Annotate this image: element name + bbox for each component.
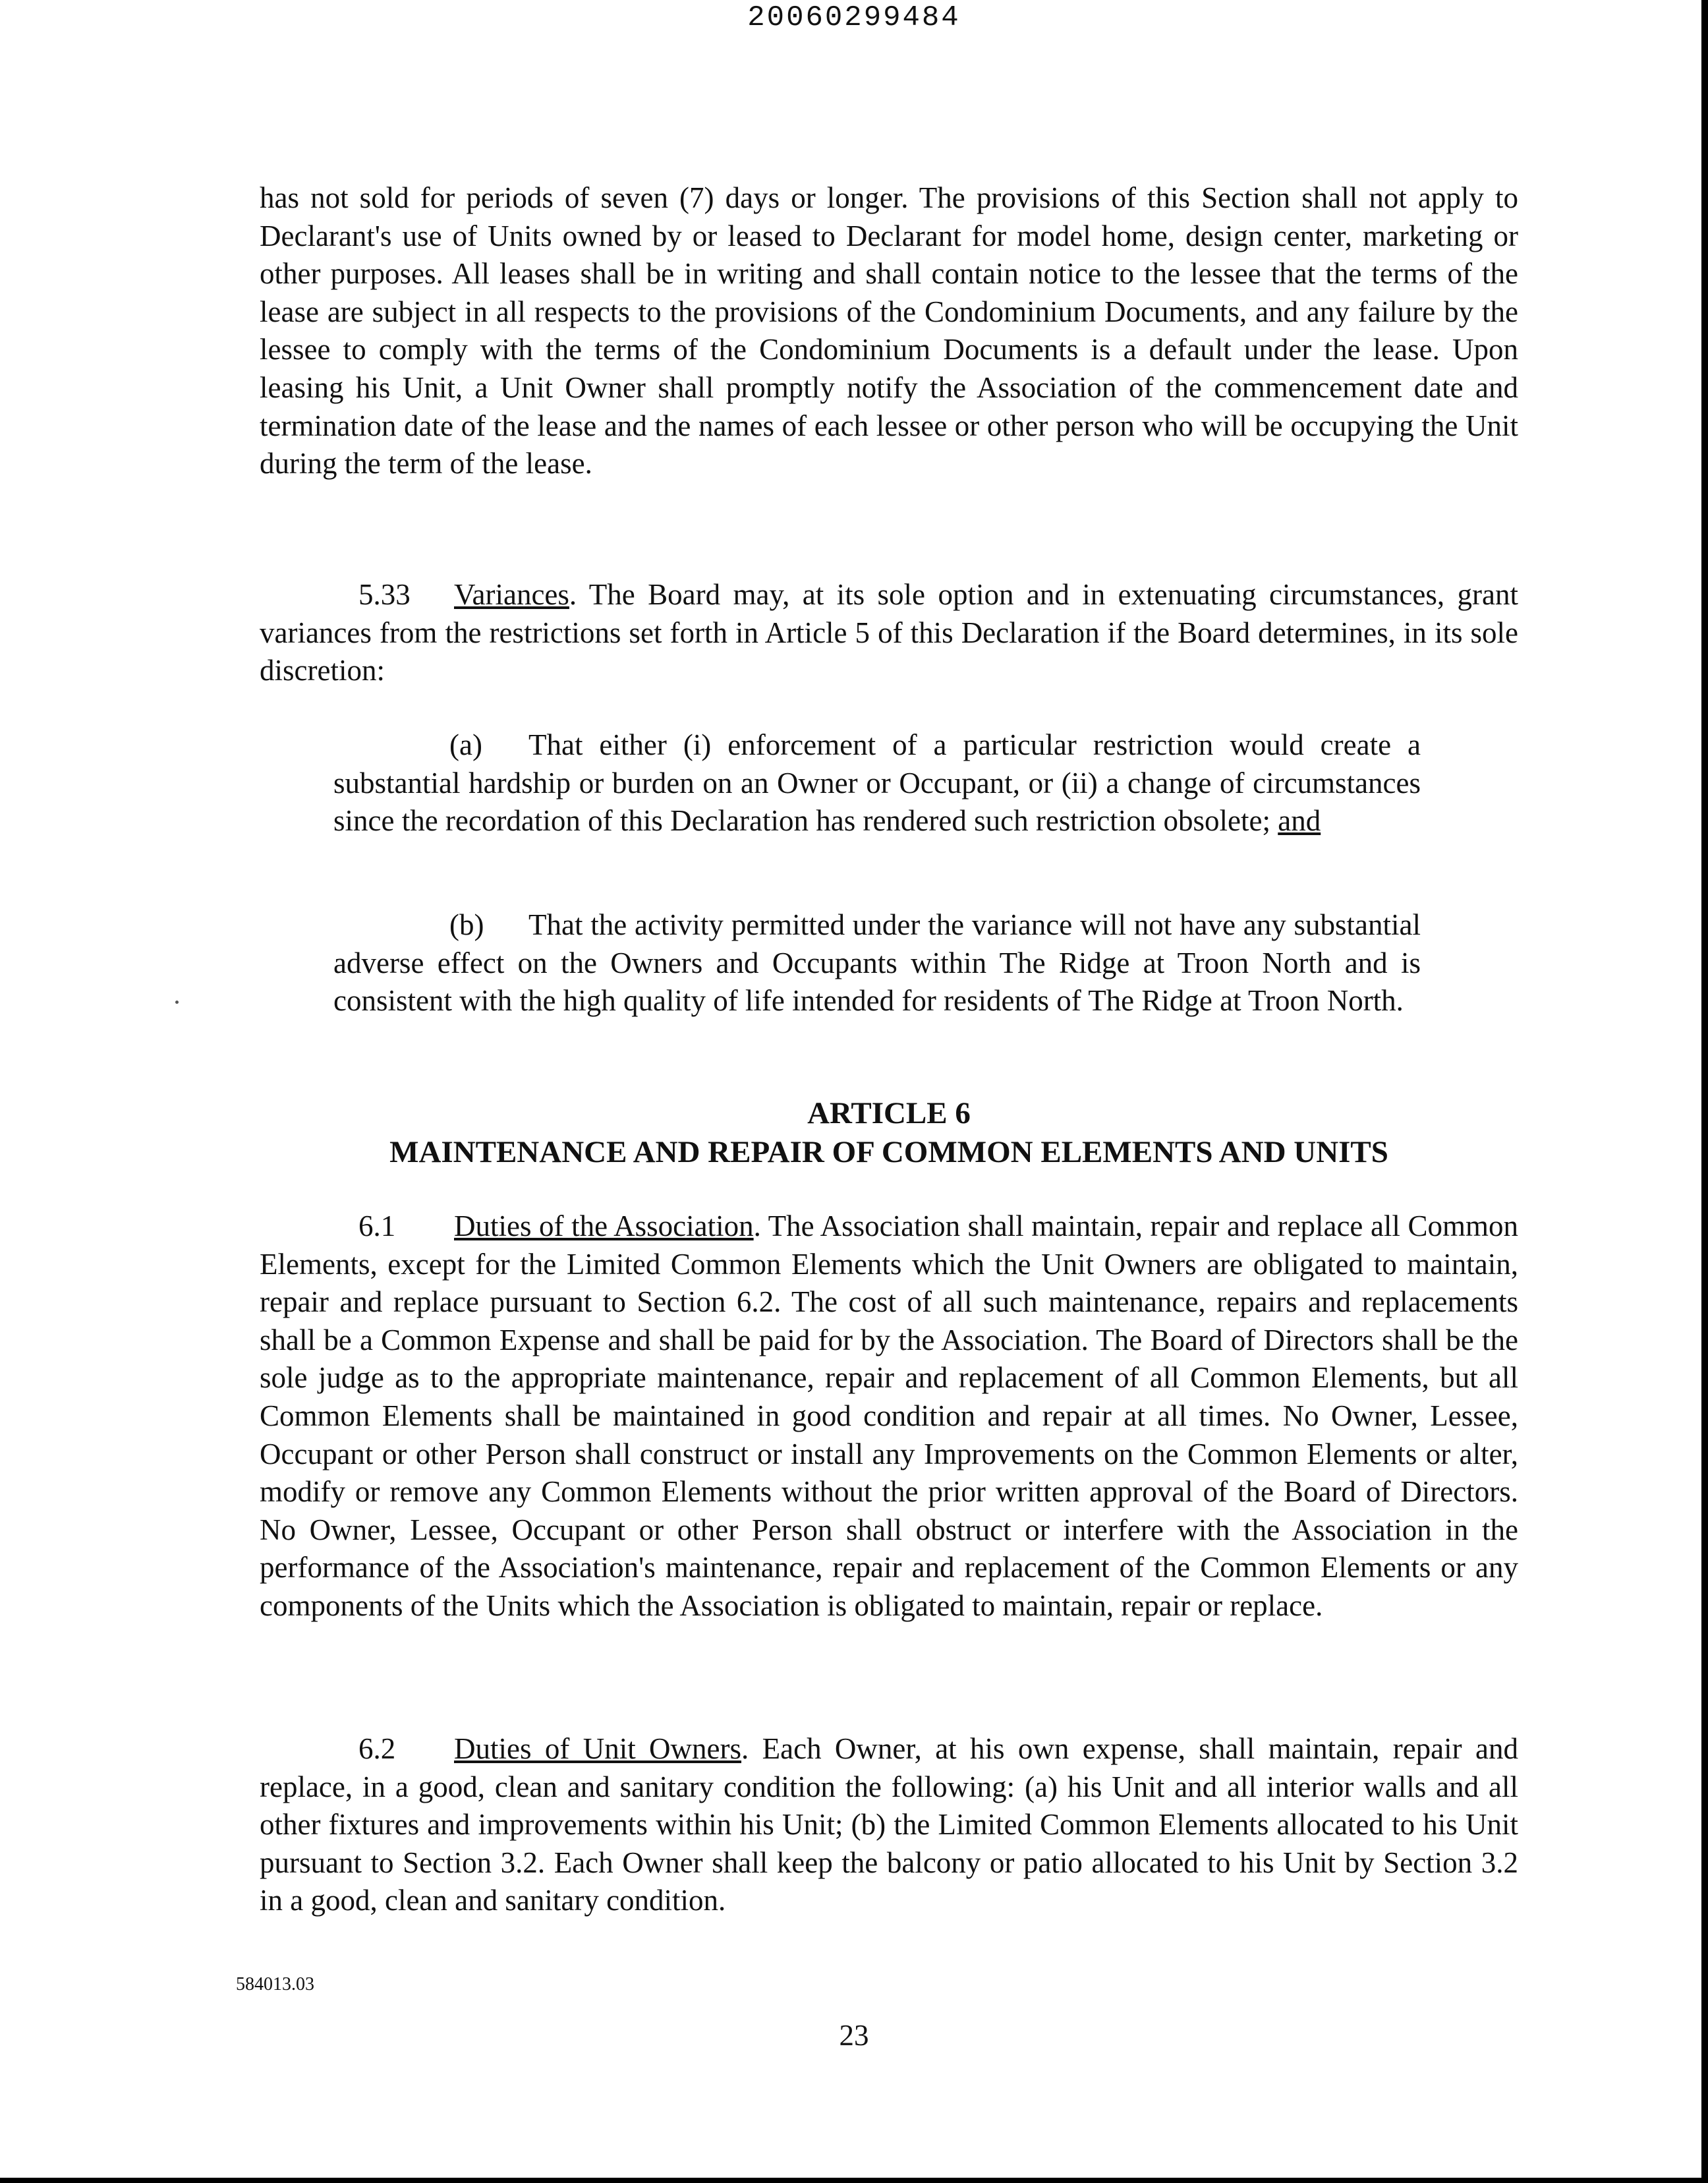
article-number-heading: ARTICLE 6 xyxy=(807,1096,971,1130)
article-title-heading: MAINTENANCE AND REPAIR OF COMMON ELEMENTS AND UNITS xyxy=(389,1135,1388,1169)
continuation-paragraph: has not sold for periods of seven (7) days or longer. The provisions of this Section shall not apply to Declarant's use of Units owned by or leased to Declarant for model home, design center, marketing or other purposes. All leases shall be in writing and shall contain notice to the lessee that the terms of the lease are subject in all respects to the provisions of the Condominium Documents, and any failure by the lessee to comply with the terms of the Condominium Documents is a default under the lease. Upon leasing his Unit, a Unit Owner shall promptly notify the Association of the commencement date and termination date of the lease and the names of each lessee or other person who will be occupying the Unit during the term of the lease. xyxy=(260,181,1518,480)
section-number: 6.2 xyxy=(358,1732,396,1765)
section-title: Duties of the Association xyxy=(454,1209,754,1242)
section-6-2-paragraph xyxy=(260,1730,1518,1920)
section-text: . The Association shall maintain, repair and replace all Common Elements, except for the Limited Common Elements which the Unit Owners are obligated to maintain, repair and replace pursuant to Section 6.2. The cost of all such maintenance, repairs and replacements shall be a Common Expense and shall be paid for by the Association. The Board of Directors shall be the sole judge as to the appropriate maintenance, repair and replacement of all Common Elements, but all Common Elements shall be maintained in good condition and repair at all times. No Owner, Lessee, Occupant or other Person shall construct or install any Improvements on the Common Elements or alter, modify or remove any Common Elements without the prior written approval of the Board of Directors. No Owner, Lessee, Occupant or other Person shall obstruct or interfere with the Association in the performance of the Association's maintenance, repair and replacement of the Common Elements or any components of the Units which the Association is obligated to maintain, repair or replace. xyxy=(260,1209,1518,1622)
section-6-1-paragraph xyxy=(260,1208,1518,1625)
section-number: 6.1 xyxy=(358,1209,396,1242)
recording-number: 20060299484 xyxy=(747,1,961,34)
section-number: 5.33 xyxy=(358,578,411,611)
subsection-label: (b) xyxy=(449,908,484,941)
section-title: Duties of Unit Owners xyxy=(454,1732,742,1765)
section-text: . Each Owner, at his own expense, shall maintain, repair and replace, in a good, clean and sanitary condition the following: (a) his Unit and all interior walls and all other fixtures and improvements within his Unit; (b) the Limited Common Elements allocated to his Unit pursuant to Section 3.2. Each Owner shall keep the balcony or patio allocated to his Unit by Section 3.2 in a good, clean and sanitary condition. xyxy=(260,1732,1518,1917)
section-title: Variances xyxy=(454,578,569,611)
section-5-33-paragraph xyxy=(260,576,1518,690)
section-5-33-a-paragraph xyxy=(333,726,1421,840)
section-text: . The Board may, at its sole option and in extenuating circumstances, grant variances from the restrictions set forth in Article 5 of this Declaration if the Board determines, in its sole discretion: xyxy=(260,578,1518,687)
subsection-text: That the activity permitted under the variance will not have any substantial adverse effect on the Owners and Occupants within The Ridge at Troon North and is consistent with the high quality of life intended for residents of The Ridge at Troon North. xyxy=(333,908,1421,1018)
page-number: 23 xyxy=(839,2019,869,2052)
document-id: 584013.03 xyxy=(236,1974,314,1994)
section-5-33-b-paragraph xyxy=(333,906,1421,1020)
scan-speck xyxy=(175,1001,179,1004)
subsection-conjunction: and xyxy=(1278,804,1321,838)
subsection-label: (a) xyxy=(449,728,482,761)
subsection-text: That either (i) enforcement of a particular restriction would create a substantial hardship or burden on an Owner or Occupant, or (ii) a change of circumstances since the recordation of this Declaration has rendered such restriction obsolete; xyxy=(333,728,1421,838)
